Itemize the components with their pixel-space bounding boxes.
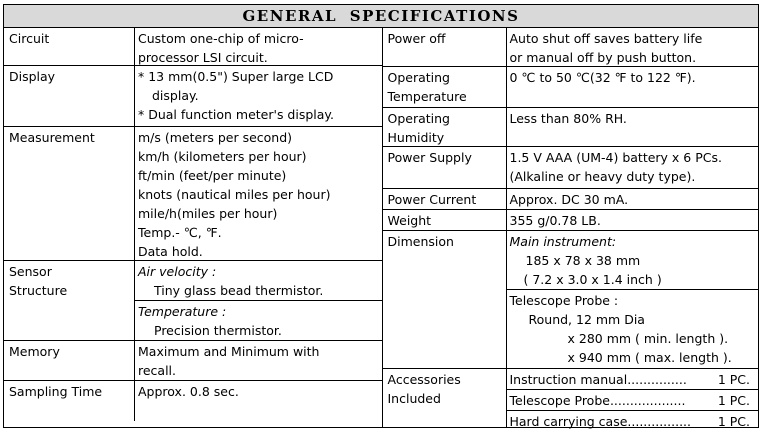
sensor-air-velocity <box>135 261 382 301</box>
spec-value <box>135 127 382 260</box>
spec-row-operating-temperature <box>383 67 759 108</box>
spec-label-line: Operating <box>387 70 450 85</box>
spec-row-dimension <box>383 231 759 369</box>
spec-value: Approx. 0.8 sec. <box>138 384 239 399</box>
spec-row-accessories <box>383 369 759 427</box>
spec-row-weight <box>383 210 759 231</box>
accessory-name: Hard carrying case................ <box>509 414 691 429</box>
accessory-item <box>507 369 759 390</box>
spec-value-line: km/h (kilometers per hour) <box>138 149 307 164</box>
spec-value: Less than 80% RH. <box>509 111 627 126</box>
spec-value-line: processor LSI circuit. <box>138 50 268 65</box>
spec-label <box>383 369 507 427</box>
spec-value-line: Data hold. <box>138 244 203 259</box>
spec-value: 0 ℃ to 50 ℃(32 ℉ to 122 ℉). <box>509 70 696 85</box>
dimension-main-instrument <box>507 231 759 290</box>
spec-value <box>135 66 382 126</box>
accessory-qty: 1 PC. <box>717 393 750 408</box>
spec-value-line: Temp.- ℃, ℉. <box>138 225 222 240</box>
spec-value <box>507 147 759 188</box>
spec-label: Sampling Time <box>4 381 135 421</box>
accessory-item <box>507 411 759 431</box>
spec-label <box>383 67 507 107</box>
spec-label: Power Current <box>383 189 507 209</box>
spec-value <box>507 231 759 368</box>
spec-label <box>4 261 135 340</box>
accessory-item <box>507 390 759 411</box>
spec-value-line: mile/h(miles per hour) <box>138 206 278 221</box>
dimension-telescope-probe <box>507 290 759 368</box>
spec-value-line: 1.5 V AAA (UM-4) battery x 6 PCs. <box>509 150 722 165</box>
left-column <box>4 28 383 427</box>
spec-label: Display <box>4 66 135 126</box>
spec-label: Power Supply <box>383 147 507 188</box>
accessory-name: Telescope Probe................... <box>509 393 686 408</box>
sensor-temperature <box>135 301 382 340</box>
spec-value-line: * 13 mm(0.5") Super large LCD <box>138 69 334 84</box>
spec-value-line: Custom one-chip of micro- <box>138 31 304 46</box>
spec-value-line: x 940 mm ( max. length ). <box>567 350 732 365</box>
spec-label-line: Accessories <box>387 372 461 387</box>
accessory-name: Instruction manual............... <box>509 372 687 387</box>
spec-value-line: Auto shut off saves battery life <box>509 31 703 46</box>
spec-value-line: m/s (meters per second) <box>138 130 293 145</box>
table-title: GENERAL SPECIFICATIONS <box>4 5 758 28</box>
spec-label: Weight <box>383 210 507 230</box>
sub-heading: Main instrument: <box>509 234 617 249</box>
spec-value <box>135 28 382 65</box>
spec-value <box>135 261 382 340</box>
right-column <box>383 28 759 427</box>
spec-value-line: ( 7.2 x 3.0 x 1.4 inch ) <box>523 272 662 287</box>
spec-label: Power off <box>383 28 507 66</box>
spec-value-line: (Alkaline or heavy duty type). <box>509 169 696 184</box>
spec-value-line: Maximum and Minimum with <box>138 344 320 359</box>
spec-value: Approx. DC 30 mA. <box>509 192 629 207</box>
spec-label-line: Operating <box>387 111 450 126</box>
spec-label-line: Structure <box>9 283 68 298</box>
sub-heading: Telescope Probe : <box>509 293 619 308</box>
spec-row-memory <box>4 341 382 381</box>
spec-row-measurement <box>4 127 382 261</box>
spec-label-line: Temperature <box>387 89 467 104</box>
spec-value-line: 185 x 78 x 38 mm <box>525 253 641 268</box>
spec-value-line: Round, 12 mm Dia <box>528 312 645 327</box>
spec-value-line: Tiny glass bead thermistor. <box>154 283 324 298</box>
spec-label-line: Sensor <box>9 264 52 279</box>
spec-label: Measurement <box>4 127 135 260</box>
spec-label <box>383 108 507 146</box>
spec-label-line: Humidity <box>387 130 445 145</box>
spec-row-operating-humidity <box>383 108 759 147</box>
spec-value-line: ft/min (feet/per minute) <box>138 168 287 183</box>
accessory-qty: 1 PC. <box>717 414 750 429</box>
spec-value <box>135 341 382 380</box>
spec-value <box>507 369 759 427</box>
sub-heading: Temperature : <box>138 304 227 319</box>
specifications-table <box>3 4 759 428</box>
accessory-qty: 1 PC. <box>717 372 750 387</box>
spec-label: Circuit <box>4 28 135 65</box>
spec-label: Dimension <box>383 231 507 368</box>
spec-row-power-current <box>383 189 759 210</box>
spec-row-sensor-structure <box>4 261 382 341</box>
spec-row-power-off <box>383 28 759 67</box>
spec-value-line: or manual off by push button. <box>509 50 697 65</box>
spec-row-sampling-time <box>4 381 382 421</box>
spec-value-line: Precision thermistor. <box>154 323 282 338</box>
spec-value <box>507 28 759 66</box>
spec-value-line: knots (nautical miles per hour) <box>138 187 331 202</box>
spec-row-circuit <box>4 28 382 66</box>
spec-row-display <box>4 66 382 127</box>
spec-value-line: x 280 mm ( min. length ). <box>567 331 729 346</box>
sub-heading: Air velocity : <box>138 264 217 279</box>
spec-value-line: display. <box>152 88 199 103</box>
spec-label: Memory <box>4 341 135 380</box>
spec-value-line: recall. <box>138 363 177 378</box>
spec-value: 355 g/0.78 LB. <box>509 213 601 228</box>
spec-label-line: Included <box>387 391 441 406</box>
spec-row-power-supply <box>383 147 759 189</box>
spec-value-line: * Dual function meter's display. <box>138 107 335 122</box>
